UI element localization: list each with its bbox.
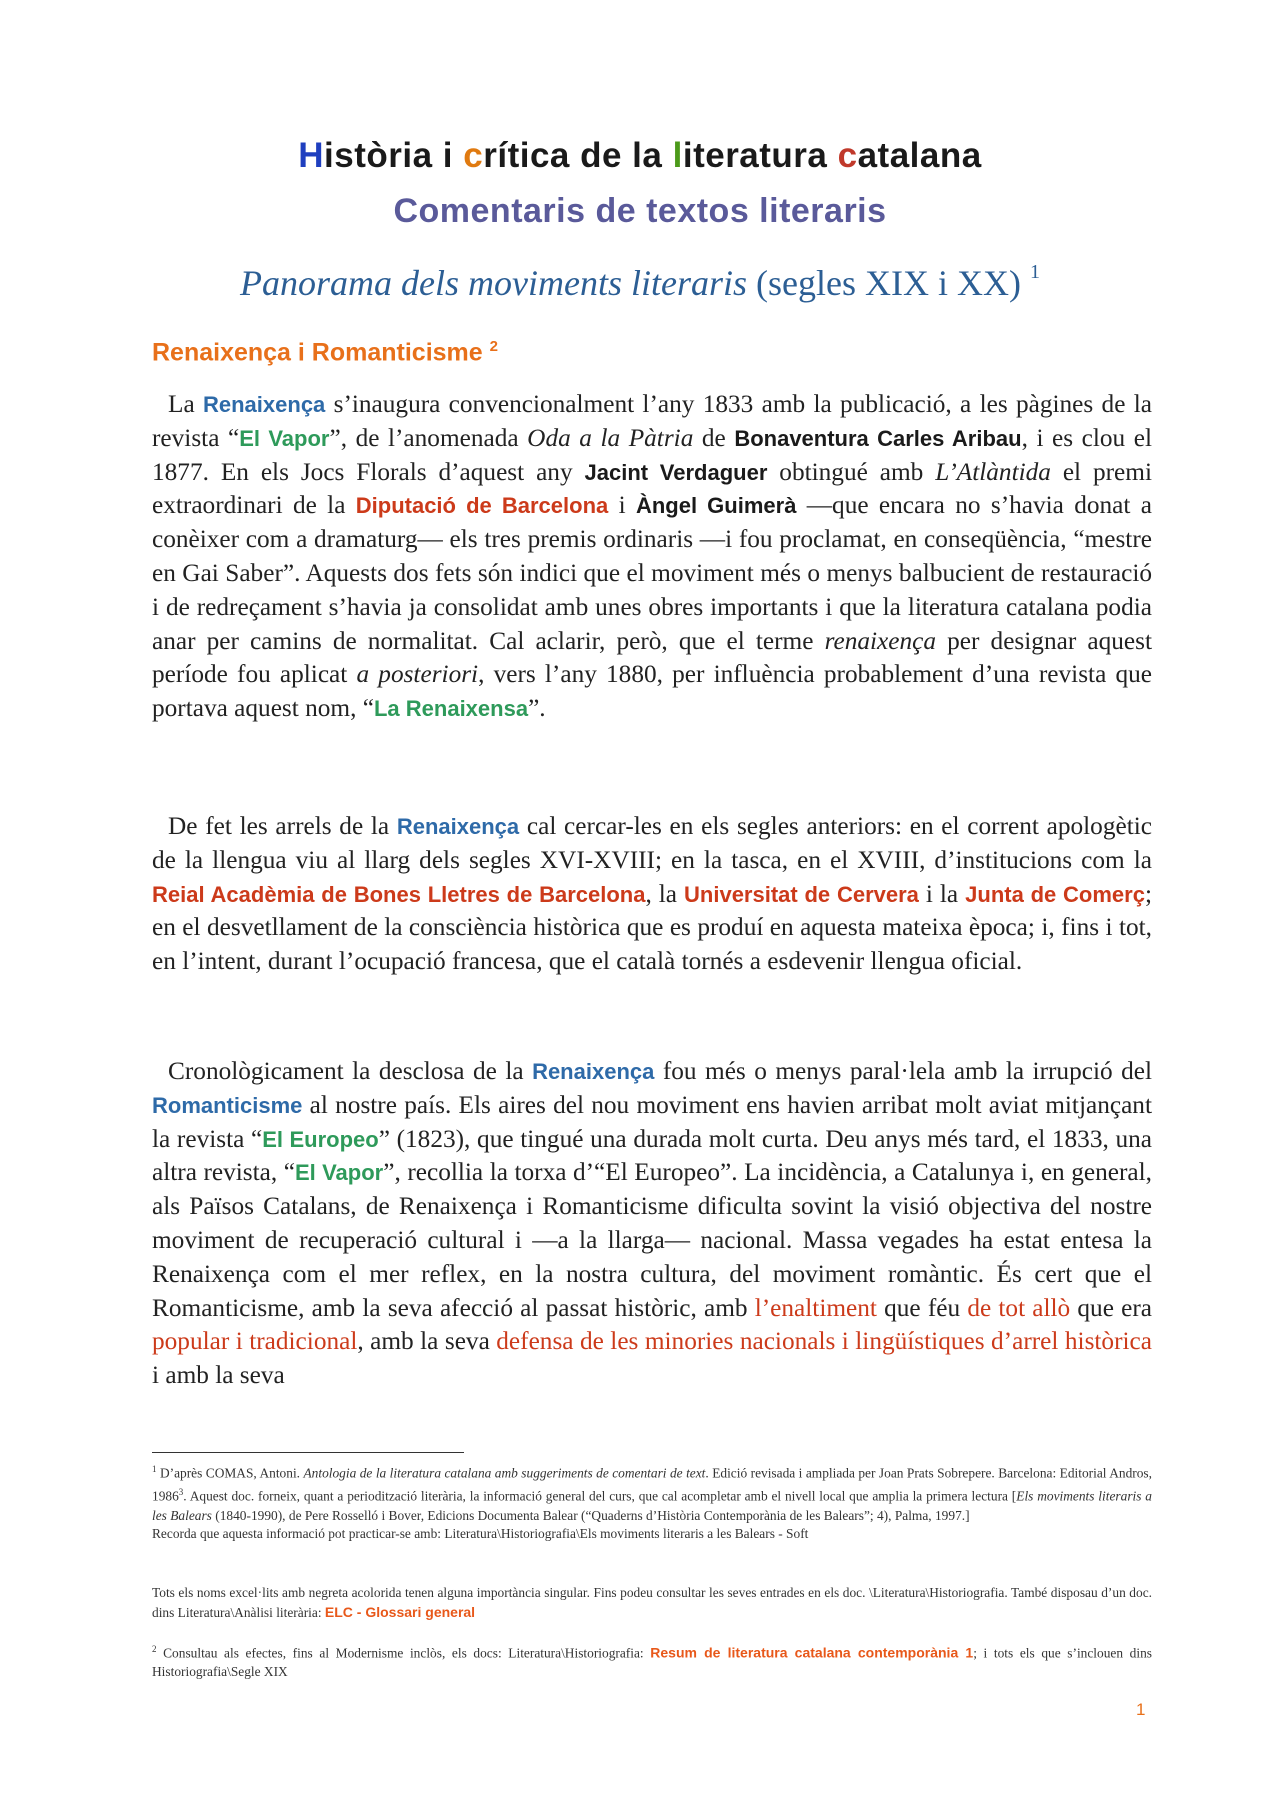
heading-italic: Panorama dels moviments literaris (240, 263, 748, 303)
text: —que encara no s’havia donat a conèixer com a dramaturg— els tres premis ordinaris —i fou proclamat, en conseqüència, “mestre en Gai Saber”. Aquests dos fets són indici que el moviment més o menys balbucient de restauració i de redreçament s’havia ja consolidat amb unes obres importants i que la literatura catalana podia anar per camins de normalitat. Cal aclarir, però, que el terme (152, 491, 1152, 655)
text: (1840-1990), de Pere Rosselló i Bover, Edicions Documenta Balear (“Quaderns d’Història Contemporània de les Balears”; 4), Palma, 1997.] (211, 1507, 970, 1523)
section-heading (152, 338, 498, 367)
text: obtingué amb (767, 457, 936, 486)
footnote-separator (152, 1452, 464, 1453)
highlight: popular i tradicional (152, 1327, 358, 1356)
footnote-ref-2[interactable]: 2 (489, 338, 498, 355)
footnote-note (152, 1584, 1152, 1623)
document-subtitle: Comentaris de textos literaris (393, 192, 887, 230)
keyword: Romanticisme (152, 1092, 303, 1118)
summary-link[interactable]: Resum de literatura catalana contemporània 1 (650, 1644, 974, 1661)
glossary-link[interactable]: ELC - Glossari general (324, 1603, 476, 1620)
text: i amb la seva (152, 1361, 285, 1390)
heading-rest: (segles XIX i XX) (747, 263, 1030, 303)
text: De fet les arrels de la (168, 812, 397, 840)
title-letter-c: c (463, 136, 484, 175)
italic-text: Els moviments literaris a les Balears (152, 1488, 1152, 1523)
italic-text: Antologia de la literatura catalana amb suggeriments de comentari de text (303, 1465, 706, 1481)
text: Tots els noms excel·lits amb negreta acolorida tenen alguna importància singular. Fins podeu consultar les seves entrades en els doc. \Literatura\Historiografia. També disposau d’un doc. dins Literatura\Anàlisi literària: (152, 1585, 1152, 1620)
text: per designar aquest període fou aplicat (152, 626, 1152, 689)
title-part: rítica de la (483, 136, 673, 175)
text: Cronològicament la desclosa de la (168, 1057, 533, 1085)
keyword: Renaixença (532, 1059, 655, 1084)
keyword: Jacint Verdaguer (584, 459, 768, 485)
highlight: defensa de les minories nacionals i lingüístiques d’arrel històrica (496, 1327, 1152, 1356)
text: al nostre país. Els aires del nou moviment ens havien arribat molt aviat mitjançant la revista “ (152, 1090, 1152, 1153)
highlight: l’enaltiment (754, 1293, 877, 1322)
footnote-number: 2 (152, 1644, 157, 1654)
text: i (608, 491, 636, 520)
title-letter-l: l (672, 136, 683, 175)
text: fou més o menys paral·lela amb la irrupció del (654, 1057, 1153, 1085)
section-title: Renaixença i Romanticisme (152, 338, 490, 367)
keyword: Renaixença (203, 392, 326, 417)
text: de (693, 423, 735, 452)
text: . Edició revisada i ampliada per Joan Prats Sobrepere. Barcelona: Editorial Andros, 1986 (152, 1465, 1152, 1504)
italic-text: Oda a la Pàtria (527, 423, 694, 452)
text: Recorda que aquesta informació pot practicar-se amb: Literatura\Historiografia\Els moviments literaris a les Balears - Soft (152, 1526, 809, 1542)
keyword: El Vapor (294, 1160, 384, 1186)
text: , amb la seva (357, 1327, 497, 1356)
footnote-1 (152, 1460, 1152, 1544)
text: i la (918, 879, 966, 908)
text: que era (1070, 1293, 1152, 1322)
text: . Aquest doc. forneix, quant a periodització literària, la informació general del curs, que cal acompletar amb el nivell local que amplia la primera lectura [ (183, 1488, 1017, 1504)
page-number: 1 (1136, 1700, 1146, 1719)
keyword: Àngel Guimerà (635, 493, 797, 519)
text: , i es clou el 1877. En els Jocs Florals d’aquest any (152, 423, 1152, 486)
keyword: Universitat de Cervera (684, 881, 919, 907)
text: cal cercar-les en els segles anteriors: en el corrent apologètic de la llengua viu al llarg dels segles XVI-XVIII; en la tasca, en el XVIII, d’institucions com la (152, 812, 1152, 874)
paragraph-2 (152, 810, 1152, 979)
text: , la (645, 879, 685, 908)
keyword: La Renaixensa (373, 696, 529, 722)
highlight: de tot allò (967, 1293, 1071, 1322)
text: que féu (876, 1293, 968, 1322)
keyword: Reial Acadèmia de Bones Lletres de Barcelona (152, 881, 646, 907)
text: ”, de l’anomenada (329, 423, 528, 452)
italic-text: renaixença (824, 626, 937, 655)
superscript: 3 (178, 1487, 184, 1498)
italic-text: a posteriori (356, 660, 479, 689)
footnote-ref-1[interactable]: 1 (1029, 261, 1040, 283)
title-letter-h: H (298, 136, 325, 175)
text: s’inaugura convencionalment l’any 1833 amb la publicació, a les pàgines de la revista “ (152, 390, 1152, 452)
title-letter-c2: c (837, 136, 858, 175)
text: ” (1823), que tingué una durada molt curta. Deu anys més tard, el 1833, una altra revista, “ (152, 1124, 1152, 1187)
title-part: istòria i (324, 136, 464, 175)
text: La (168, 390, 203, 418)
panorama-heading (0, 262, 1280, 304)
title-part: atalana (857, 136, 982, 175)
text: ”, recollia la torxa d’“El Europeo”. La incidència, a Catalunya i, en general, als Països Catalans, de Renaixença i Romanticisme dificulta sovint la visió objectiva del nostre moviment de recuperació cultural i —a la llarga— nacional. Massa vegades ha estat entesa la Renaixença com el mer reflex, en la nostra cultura, del moviment romàntic. És cert que el Romanticisme, amb la seva afecció al passat històric, amb (152, 1158, 1152, 1322)
keyword: Diputació de Barcelona (355, 493, 609, 519)
paragraph-3 (152, 1055, 1152, 1393)
text: ; en el desvetllament de la consciència històrica que es produí en aquesta mateixa època; i, fins i tot, en l’intent, durant l’ocupació francesa, que el català tornés a esdevenir llengua oficial. (152, 879, 1153, 976)
footnote-2 (152, 1640, 1152, 1682)
keyword: Junta de Comerç (965, 881, 1145, 907)
keyword: Renaixença (396, 814, 520, 839)
keyword: El Vapor (239, 425, 330, 451)
text: ”. (528, 694, 546, 723)
text: el premi extraordinari de la (152, 457, 1152, 520)
footnote-number: 1 (152, 1464, 157, 1474)
title-part: iteratura (682, 136, 838, 175)
text: , vers l’any 1880, per influència probablement d’una revista que portava aquest nom, “ (152, 660, 1153, 723)
keyword: Bonaventura Carles Aribau (734, 425, 1022, 451)
paragraph-1 (152, 388, 1152, 726)
text: D’après COMAS, Antoni. (156, 1465, 304, 1481)
keyword: El Europeo (262, 1126, 379, 1152)
text: Consultau als efectes, fins al Modernisme inclòs, els docs: Literatura\Historiografia: (156, 1645, 651, 1661)
document-title (0, 136, 1280, 176)
text: ; i tots els que s’inclouen dins Historiografia\Segle XIX (152, 1645, 1152, 1680)
italic-text: L’Atlàntida (935, 457, 1051, 486)
